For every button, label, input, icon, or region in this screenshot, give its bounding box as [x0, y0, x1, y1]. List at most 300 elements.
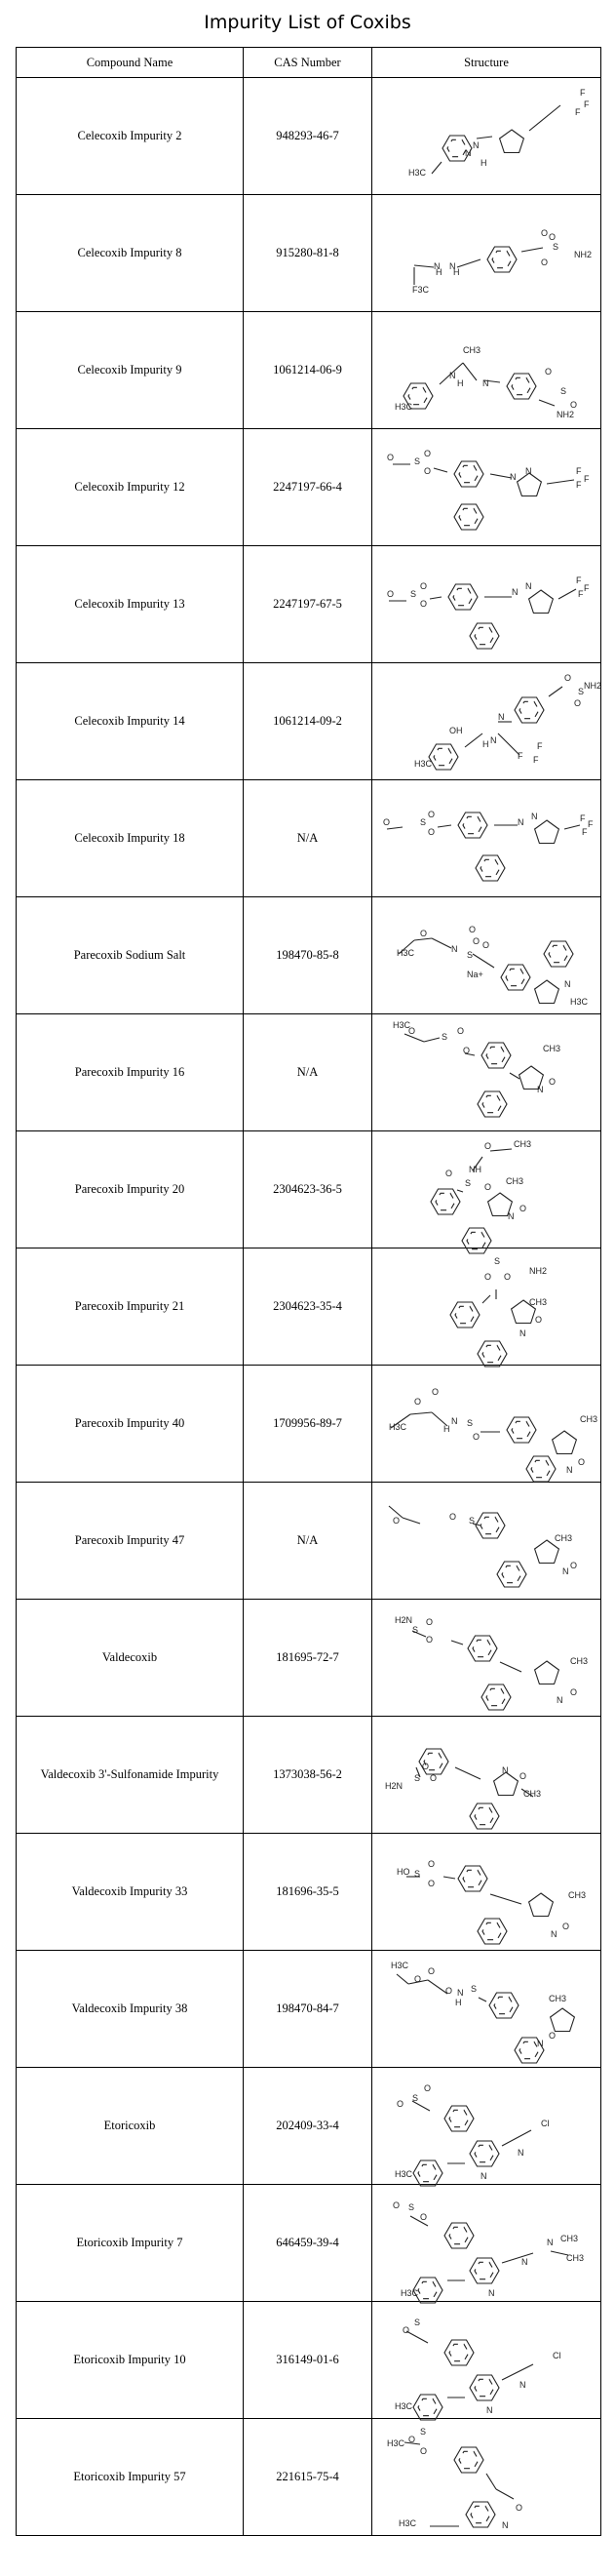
atom-label: N — [525, 465, 532, 476]
atom-label: F — [576, 465, 582, 476]
atom-label: H3C — [395, 2400, 413, 2411]
aromatic-bond — [418, 2281, 438, 2298]
atom-label: N — [512, 586, 519, 597]
atom-label: CH3 — [570, 1655, 589, 1666]
structure-cell — [372, 1366, 601, 1483]
bond-line — [403, 1518, 420, 1524]
table-row — [17, 429, 601, 546]
structure-cell — [372, 1014, 601, 1131]
bond-line — [547, 480, 574, 484]
table-row — [17, 1366, 601, 1483]
table-row — [17, 1717, 601, 1834]
atom-label: F — [575, 106, 581, 117]
atom-label: O — [549, 1076, 557, 1087]
aromatic-bond — [492, 251, 512, 267]
five-membered-ring — [535, 1540, 559, 1564]
atom-label: H3C — [570, 996, 589, 1007]
bond-line — [549, 687, 562, 696]
aromatic-bond — [459, 508, 479, 525]
atom-label: F — [584, 99, 590, 109]
atom-label: N — [451, 1415, 458, 1426]
atom-label: O — [457, 1025, 465, 1036]
atom-label: O — [428, 809, 436, 819]
atom-label: N — [449, 260, 456, 271]
cas-number-cell: 2247197-66-4 — [244, 429, 372, 546]
chemical-structure-drawing — [375, 1485, 597, 1598]
bond-line — [498, 733, 519, 755]
atom-label: CH3 — [514, 1138, 532, 1149]
atom-label: N — [486, 2404, 493, 2415]
atom-label: H — [443, 1423, 450, 1434]
aromatic-bond — [463, 816, 482, 833]
aromatic-bond — [486, 1688, 506, 1705]
atom-label: F — [582, 826, 588, 837]
atom-label: O — [570, 1686, 578, 1697]
atom-label: N — [537, 2038, 544, 2048]
cas-number-cell: 221615-75-4 — [244, 2419, 372, 2536]
chemical-structure-drawing — [375, 80, 597, 193]
aromatic-bond — [486, 1047, 506, 1063]
chemical-structure-drawing — [375, 2421, 597, 2534]
aromatic-bond — [436, 1193, 455, 1209]
atom-label: N — [482, 377, 489, 388]
aromatic-bond — [459, 2451, 479, 2468]
table-row — [17, 1834, 601, 1951]
compound-name-cell: Parecoxib Sodium Salt — [17, 897, 244, 1014]
atom-label: S — [414, 1772, 421, 1783]
table-row — [17, 1483, 601, 1600]
bond-line — [443, 1877, 455, 1879]
atom-label: CH3 — [560, 2233, 579, 2243]
chemical-structure-drawing — [375, 782, 597, 895]
atom-label: O — [387, 452, 395, 462]
cas-number-cell: N/A — [244, 1483, 372, 1600]
atom-label: N — [488, 2287, 495, 2298]
structure-cell — [372, 546, 601, 663]
table-body — [17, 78, 601, 2536]
bond-line — [455, 1767, 480, 1779]
chemical-structure-drawing — [375, 2187, 597, 2300]
structure-cell — [372, 2068, 601, 2185]
compound-name-cell: Etoricoxib — [17, 2068, 244, 2185]
atom-label: O — [484, 1140, 492, 1151]
atom-label: N — [498, 711, 505, 722]
atom-label: S — [471, 1983, 478, 1994]
atom-label: O — [420, 2445, 428, 2456]
atom-label: F — [537, 740, 543, 751]
atom-label: S — [412, 1624, 419, 1635]
bond-line — [432, 162, 442, 174]
atom-label: F — [584, 473, 590, 484]
atom-label: O — [428, 1965, 436, 1976]
aromatic-bond — [480, 859, 500, 876]
structure-cell — [372, 1951, 601, 2068]
atom-label: H3C — [393, 1019, 411, 1030]
atom-label: CH3 — [463, 344, 481, 355]
bond-line — [558, 589, 576, 599]
atom-label: O — [541, 257, 549, 267]
atom-label: S — [420, 816, 427, 827]
atom-label: H3C — [395, 401, 413, 412]
atom-label: S — [578, 686, 585, 696]
atom-label: H — [457, 377, 464, 388]
atom-label: O — [408, 2434, 416, 2444]
atom-label: O — [428, 826, 436, 837]
bond-line — [502, 2253, 533, 2263]
atom-label: O — [463, 1045, 471, 1055]
bond-line — [457, 259, 480, 267]
bond-line — [465, 733, 482, 747]
atom-label: H — [453, 266, 460, 277]
bond-line — [539, 400, 555, 406]
chemical-structure-drawing — [375, 1602, 597, 1715]
aromatic-bond — [418, 2398, 438, 2415]
atom-label: N — [502, 2519, 509, 2530]
compound-name-cell: Celecoxib Impurity 13 — [17, 546, 244, 663]
atom-label: F — [580, 812, 586, 823]
atom-label: O — [578, 1456, 586, 1467]
table-row — [17, 897, 601, 1014]
compound-name-cell: Parecoxib Impurity 40 — [17, 1366, 244, 1483]
atom-label: O — [420, 2211, 428, 2222]
aromatic-bond — [449, 2110, 469, 2126]
bond-line — [432, 938, 451, 948]
header-structure: Structure — [372, 48, 601, 78]
five-membered-ring — [553, 1431, 577, 1454]
bond-line — [490, 474, 512, 478]
aromatic-bond — [467, 1232, 486, 1248]
atom-label: NH2 — [557, 409, 575, 419]
chemical-structure-drawing — [375, 1250, 597, 1364]
atom-label: S — [494, 1255, 501, 1266]
table-row — [17, 2068, 601, 2185]
cas-number-cell: 2304623-35-4 — [244, 1248, 372, 1366]
cas-number-cell: N/A — [244, 780, 372, 897]
cas-number-cell: 646459-39-4 — [244, 2185, 372, 2302]
chemical-structure-drawing — [375, 1719, 597, 1832]
atom-label: O — [428, 1858, 436, 1869]
structure-cell — [372, 429, 601, 546]
table-row — [17, 2419, 601, 2536]
atom-label: OH — [449, 725, 463, 735]
compound-name-cell: Celecoxib Impurity 14 — [17, 663, 244, 780]
cas-number-cell: 1373038-56-2 — [244, 1717, 372, 1834]
atom-label: N — [557, 1694, 563, 1705]
header-cas-number: CAS Number — [244, 48, 372, 78]
atom-label: S — [442, 1031, 448, 1042]
bond-line — [428, 1980, 447, 1994]
atom-label: H2N — [385, 1780, 404, 1791]
structure-cell — [372, 2419, 601, 2536]
atom-label: S — [465, 1177, 472, 1188]
structure-cell — [372, 312, 601, 429]
table-row — [17, 2302, 601, 2419]
atom-label: F — [578, 588, 584, 599]
atom-label: N — [519, 1328, 526, 1338]
five-membered-ring — [518, 473, 542, 496]
atom-label: F — [518, 750, 523, 761]
bond-line — [397, 1974, 408, 1984]
aromatic-bond — [506, 969, 525, 985]
atom-label: S — [560, 385, 567, 396]
atom-label: N — [510, 471, 517, 482]
chemical-structure-drawing — [375, 2070, 597, 2183]
atom-label: O — [387, 588, 395, 599]
atom-label: N — [521, 2256, 528, 2267]
cas-number-cell: 1709956-89-7 — [244, 1366, 372, 1483]
table-row — [17, 1131, 601, 1248]
bond-line — [490, 1149, 512, 1151]
atom-label: O — [545, 366, 553, 376]
aromatic-bond — [502, 1565, 521, 1582]
atom-label: N — [564, 978, 571, 989]
table-row — [17, 2185, 601, 2302]
atom-label: Cl — [541, 2118, 550, 2128]
five-membered-ring — [551, 2008, 575, 2032]
five-membered-ring — [494, 1772, 519, 1796]
aromatic-bond — [447, 139, 467, 156]
compound-name-cell: Etoricoxib Impurity 57 — [17, 2419, 244, 2536]
aromatic-bond — [531, 1460, 551, 1477]
structure-cell — [372, 78, 601, 195]
aromatic-bond — [475, 1807, 494, 1824]
atom-label: O — [408, 1025, 416, 1036]
aromatic-bond — [449, 2227, 469, 2243]
cas-number-cell: 1061214-09-2 — [244, 663, 372, 780]
atom-label: O — [549, 2030, 557, 2041]
structure-cell — [372, 195, 601, 312]
aromatic-bond — [473, 1640, 492, 1656]
atom-label: H — [455, 1997, 462, 2007]
bond-line — [406, 2331, 428, 2343]
atom-label: H2N — [395, 1614, 413, 1625]
atom-label: CH3 — [555, 1532, 573, 1543]
cas-number-cell: 181695-72-7 — [244, 1600, 372, 1717]
bond-line — [521, 248, 543, 252]
aromatic-bond — [475, 2145, 494, 2161]
structure-cell — [372, 663, 601, 780]
atom-label: O — [403, 2324, 410, 2335]
atom-label: O — [422, 1761, 430, 1771]
atom-label: O — [473, 935, 480, 946]
cas-number-cell: 948293-46-7 — [244, 78, 372, 195]
five-membered-ring — [535, 1661, 559, 1684]
atom-label: O — [562, 1921, 570, 1931]
atom-label: N — [547, 2237, 554, 2247]
table-row — [17, 663, 601, 780]
structure-cell — [372, 1483, 601, 1600]
aromatic-bond — [494, 1997, 514, 2013]
aromatic-bond — [455, 1306, 475, 1323]
atom-label: O — [519, 1203, 527, 1213]
structure-cell — [372, 2185, 601, 2302]
header-compound-name: Compound Name — [17, 48, 244, 78]
atom-label: O — [414, 1396, 422, 1407]
atom-label: O — [420, 598, 428, 609]
cas-number-cell: 316149-01-6 — [244, 2302, 372, 2419]
aromatic-bond — [475, 627, 494, 644]
chemical-structure-drawing — [375, 197, 597, 310]
atom-label: O — [541, 227, 549, 238]
atom-label: NH2 — [529, 1265, 548, 1276]
atom-label: CH3 — [523, 1788, 542, 1799]
bond-line — [479, 1998, 486, 2001]
atom-label: H3C — [391, 1960, 409, 1970]
atom-label: O — [426, 1634, 434, 1645]
atom-label: H3C — [395, 2168, 413, 2179]
structure-cell — [372, 1248, 601, 1366]
atom-label: NH2 — [574, 249, 593, 259]
aromatic-bond — [463, 1870, 482, 1886]
bond-line — [486, 2474, 496, 2489]
atom-label: N — [502, 1764, 509, 1775]
bond-line — [502, 2130, 531, 2146]
chemical-structure-drawing — [375, 314, 597, 427]
atom-label: O — [535, 1314, 543, 1325]
atom-label: H — [480, 157, 487, 168]
atom-label: CH3 — [549, 1993, 567, 2003]
atom-label: O — [504, 1271, 512, 1282]
cas-number-cell: 202409-33-4 — [244, 2068, 372, 2185]
atom-label: S — [414, 456, 421, 466]
atom-label: S — [414, 1868, 421, 1879]
bond-line — [410, 1412, 432, 1414]
atom-label: S — [469, 1515, 476, 1526]
cas-number-cell: N/A — [244, 1014, 372, 1131]
atom-label: O — [449, 1511, 457, 1522]
structure-cell — [372, 1600, 601, 1717]
atom-label: H3C — [408, 167, 427, 178]
compound-name-cell: Parecoxib Impurity 21 — [17, 1248, 244, 1366]
bond-line — [463, 363, 477, 380]
bond-line — [414, 265, 434, 267]
cas-number-cell: 198470-84-7 — [244, 1951, 372, 2068]
atom-label: O — [519, 1770, 527, 1781]
atom-label: Na+ — [467, 969, 483, 979]
aromatic-bond — [519, 701, 539, 718]
atom-label: F — [576, 575, 582, 585]
page-title: Impurity List of Coxibs — [204, 12, 411, 33]
structure-cell — [372, 1717, 601, 1834]
bond-line — [496, 2489, 514, 2499]
atom-label: N — [519, 2379, 526, 2390]
atom-label: N — [451, 943, 458, 954]
bond-line — [473, 954, 494, 968]
atom-label: O — [484, 1181, 492, 1192]
aromatic-bond — [549, 945, 568, 962]
atom-label: O — [383, 816, 391, 827]
atom-label: CH3 — [529, 1296, 548, 1307]
atom-label: O — [424, 448, 432, 458]
atom-label: N — [566, 1464, 573, 1475]
compound-name-cell: Celecoxib Impurity 9 — [17, 312, 244, 429]
cas-number-cell: 181696-35-5 — [244, 1834, 372, 1951]
atom-label: O — [549, 231, 557, 242]
structure-cell — [372, 897, 601, 1014]
cas-number-cell: 2304623-36-5 — [244, 1131, 372, 1248]
compound-name-cell: Celecoxib Impurity 8 — [17, 195, 244, 312]
atom-label: F — [533, 754, 539, 765]
atom-label: O — [445, 1985, 453, 1996]
atom-label: S — [414, 2317, 421, 2327]
cas-number-cell: 1061214-06-9 — [244, 312, 372, 429]
atom-label: F3C — [412, 284, 430, 295]
atom-label: N — [518, 2147, 524, 2158]
aromatic-bond — [482, 1095, 502, 1112]
aromatic-bond — [475, 2379, 494, 2396]
table-row — [17, 78, 601, 195]
atom-label: N — [562, 1565, 569, 1576]
table-row — [17, 780, 601, 897]
compound-name-cell: Celecoxib Impurity 2 — [17, 78, 244, 195]
compound-name-cell: Valdecoxib 3'-Sulfonamide Impurity — [17, 1717, 244, 1834]
atom-label: N — [473, 139, 480, 150]
bond-line — [500, 1662, 521, 1672]
compound-name-cell: Parecoxib Impurity 47 — [17, 1483, 244, 1600]
structure-cell — [372, 1131, 601, 1248]
chemical-structure-drawing — [375, 665, 602, 778]
aromatic-bond — [512, 1421, 531, 1438]
compound-name-cell: Valdecoxib — [17, 1600, 244, 1717]
atom-label: O — [397, 2098, 404, 2109]
atom-label: O — [424, 465, 432, 476]
bond-line — [510, 1073, 519, 1079]
aromatic-bond — [453, 588, 473, 605]
atom-label: N — [457, 1987, 464, 1998]
bond-line — [564, 825, 580, 829]
atom-label: NH — [469, 1164, 481, 1174]
chemical-structure-drawing — [375, 899, 597, 1012]
atom-label: O — [469, 924, 477, 934]
atom-label: H3C — [399, 2517, 417, 2528]
atom-label: H3C — [397, 947, 415, 958]
atom-label: O — [430, 1772, 438, 1783]
table-row — [17, 195, 601, 312]
atom-label: N — [449, 370, 456, 380]
chemical-structure-drawing — [375, 1016, 597, 1129]
aromatic-bond — [449, 2344, 469, 2360]
bond-line — [438, 825, 451, 827]
bond-line — [490, 1894, 521, 1904]
table-row — [17, 1951, 601, 2068]
table-row — [17, 1600, 601, 1717]
compound-name-cell: Valdecoxib Impurity 38 — [17, 1951, 244, 2068]
atom-label: S — [410, 588, 417, 599]
atom-label: F — [584, 582, 590, 593]
atom-label: O — [473, 1431, 480, 1442]
aromatic-bond — [480, 1517, 500, 1533]
chemical-structure-drawing — [375, 548, 597, 661]
atom-label: O — [424, 2082, 432, 2093]
atom-label: CH3 — [543, 1043, 561, 1053]
atom-label: O — [420, 928, 428, 938]
bond-line — [424, 1038, 440, 1042]
atom-label: O — [414, 1973, 422, 1984]
bond-line — [451, 1641, 463, 1645]
atom-label: S — [412, 2092, 419, 2103]
aromatic-bond — [482, 1922, 502, 1939]
aromatic-bond — [418, 2164, 438, 2181]
structure-cell — [372, 780, 601, 897]
atom-label: F — [576, 479, 582, 490]
atom-label: S — [553, 241, 559, 252]
table-row — [17, 546, 601, 663]
chemical-structure-drawing — [375, 1133, 597, 1247]
atom-label: O — [426, 1616, 434, 1627]
atom-label: CH3 — [580, 1413, 598, 1424]
atom-label: O — [393, 1515, 401, 1526]
bond-line — [502, 2364, 533, 2380]
